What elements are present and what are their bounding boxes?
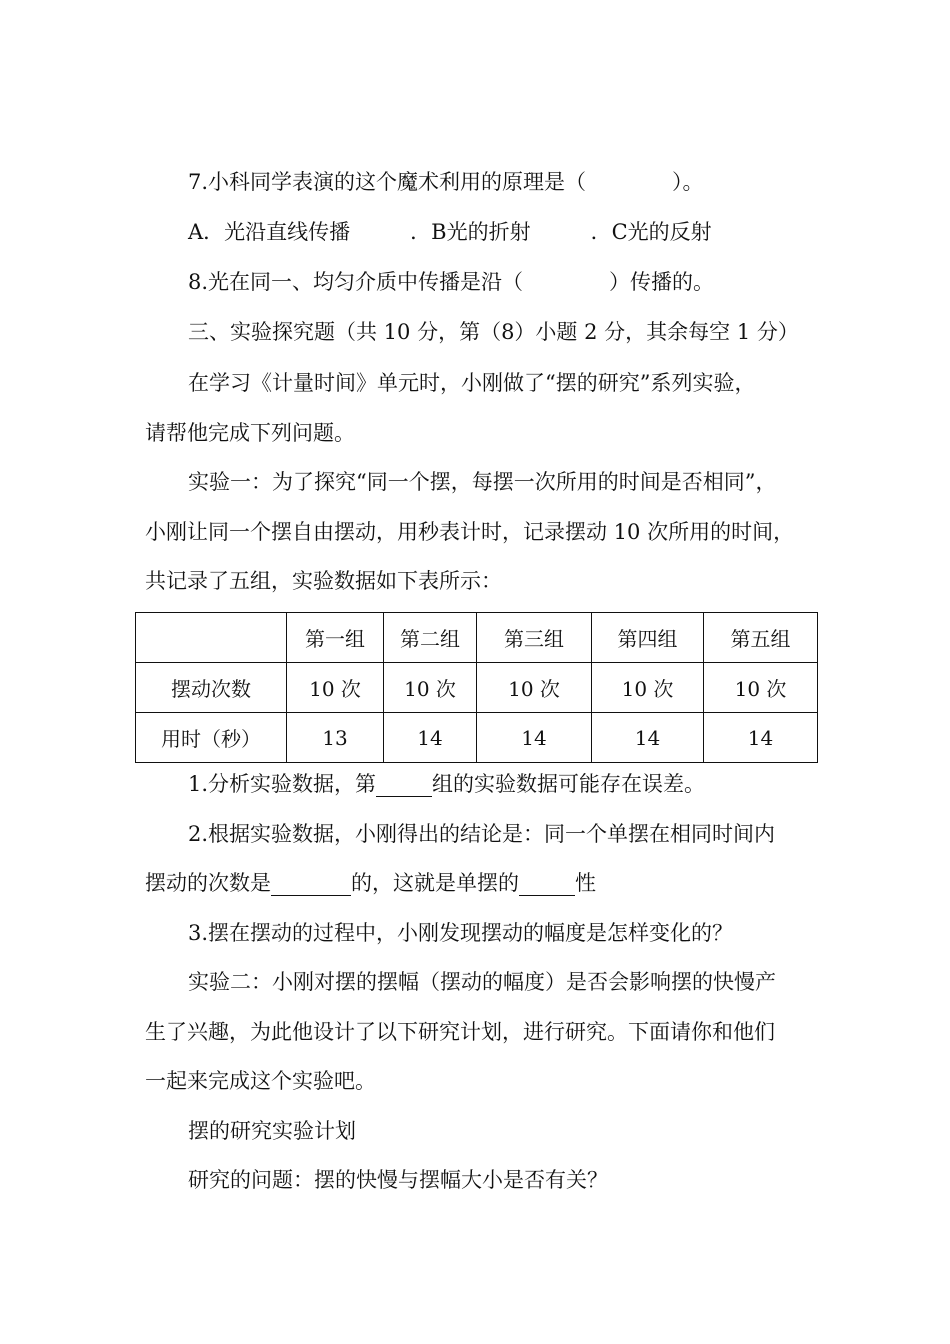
exp1-line3: 共记录了五组，实验数据如下表所示： [145, 569, 502, 593]
question-2-text-end: 性 [575, 871, 596, 895]
table-cell: 10 次 [287, 663, 384, 713]
table-cell: 10 次 [704, 663, 818, 713]
answer-blank[interactable] [271, 871, 351, 896]
table-header-cell: 第一组 [287, 613, 384, 663]
q7-stem-end: ）。 [672, 170, 704, 194]
table-header-cell: 第四组 [592, 613, 704, 663]
exp1-line1: 实验一：为了探究“同一个摆，每摆一次所用的时间是否相同”， [188, 470, 777, 494]
q7-option-b: ．B光的折射 [410, 220, 531, 244]
table-row [136, 663, 818, 713]
question-2-text: 摆动的次数是 [145, 871, 271, 895]
table-cell: 10 次 [384, 663, 477, 713]
table-cell: 14 [477, 713, 592, 763]
table-header-cell: 第五组 [704, 613, 818, 663]
answer-blank[interactable] [376, 772, 432, 797]
answer-blank[interactable] [519, 871, 575, 896]
exp2-line3: 一起来完成这个实验吧。 [145, 1069, 376, 1093]
table-cell: 10 次 [477, 663, 592, 713]
table-cell: 13 [287, 713, 384, 763]
plan-title: 摆的研究实验计划 [188, 1119, 356, 1143]
table-cell: 14 [384, 713, 477, 763]
question-2-line2 [145, 868, 596, 898]
exp2-line2: 生了兴趣，为此他设计了以下研究计划，进行研究。下面请你和他们 [145, 1020, 775, 1044]
table-header-cell: 第二组 [384, 613, 477, 663]
question-1-text-end: 组的实验数据可能存在误差。 [432, 772, 706, 796]
table-cell: 用时（秒） [136, 713, 287, 763]
q8-stem [188, 267, 714, 297]
table-cell: 14 [704, 713, 818, 763]
q7-option-c: ．C光的反射 [590, 220, 712, 244]
section3-heading: 三、实验探究题（共 10 分，第（8）小题 2 分，其余每空 1 分） [188, 320, 799, 344]
question-2-text-mid: 的，这就是单摆的 [351, 871, 519, 895]
question-3: 3.摆在摆动的过程中，小刚发现摆动的幅度是怎样变化的？ [188, 921, 734, 945]
section3-intro-line2: 请帮他完成下列问题。 [145, 421, 355, 445]
question-2-line1: 2.根据实验数据，小刚得出的结论是：同一个单摆在相同时间内 [188, 822, 776, 846]
exp1-line2: 小刚让同一个摆自由摆动，用秒表计时，记录摆动 10 次所用的时间， [145, 520, 795, 544]
q8-stem-text: 8.光在同一、均匀介质中传播是沿（ [188, 270, 524, 294]
table-header-cell: 第三组 [477, 613, 592, 663]
q7-stem-text: 7.小科同学表演的这个魔术利用的原理是（ [188, 170, 587, 194]
table-cell: 摆动次数 [136, 663, 287, 713]
q8-stem-end: ）传播的。 [609, 270, 715, 294]
table-header-cell [136, 613, 287, 663]
pendulum-data-table [135, 612, 818, 763]
section3-intro-line1: 在学习《计量时间》单元时，小刚做了“摆的研究”系列实验， [188, 371, 756, 395]
table-cell: 14 [592, 713, 704, 763]
table-cell: 10 次 [592, 663, 704, 713]
exp2-line1: 实验二：小刚对摆的摆幅（摆动的幅度）是否会影响摆的快慢产 [188, 970, 776, 994]
research-question: 研究的问题：摆的快慢与摆幅大小是否有关？ [188, 1168, 608, 1192]
q7-options [188, 217, 712, 247]
table-row [136, 713, 818, 763]
table-header-row [136, 613, 818, 663]
question-1 [188, 769, 705, 799]
q7-option-a: A．光沿直线传播 [188, 220, 351, 244]
q7-stem [188, 167, 704, 197]
question-1-text: 1.分析实验数据，第 [188, 772, 377, 796]
